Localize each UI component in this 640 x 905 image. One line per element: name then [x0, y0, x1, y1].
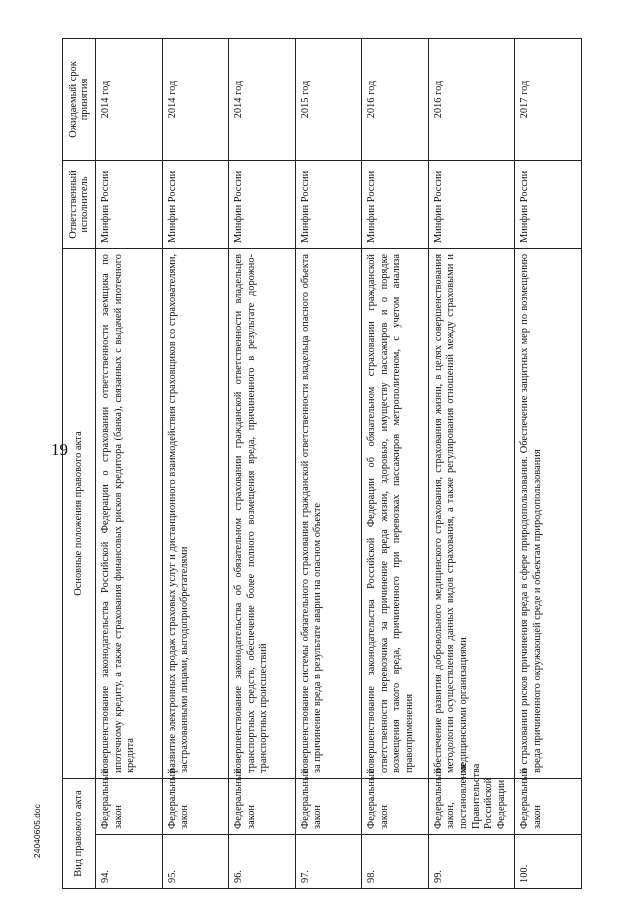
document-code: 24040605.doc	[32, 804, 42, 858]
act-kind: Федеральный закон	[362, 779, 429, 835]
act-executor: Минфин России	[96, 161, 163, 249]
header-term: Ожидаемый срок принятия	[63, 39, 96, 161]
table-row	[96, 39, 163, 889]
row-number: 99.	[428, 835, 515, 889]
act-kind: Федеральный закон	[295, 779, 362, 835]
row-number: 100.	[515, 835, 582, 889]
act-provisions: совершенствование законодательства Российской Федерации о страховании ответственности заемщика по ипотечному кредиту, а также страхования финансовых рисков кредитора (банка), связанных с выдачей ипотечного кредита	[96, 249, 163, 779]
table-row	[295, 39, 362, 889]
act-executor: Минфин России	[162, 161, 229, 249]
table-header-row	[63, 39, 96, 889]
table-row	[362, 39, 429, 889]
act-term: 2016 год	[362, 39, 429, 161]
act-executor: Минфин России	[362, 161, 429, 249]
act-provisions: совершенствование системы обязательного страхования гражданской ответственности владельца опасного объекта за причинение вреда в результате аварии на опасном объекте	[295, 249, 362, 779]
act-executor: Минфин России	[428, 161, 515, 249]
header-provisions: Основные положения правового акта	[63, 249, 96, 779]
page-number: 19	[51, 440, 68, 459]
act-term: 2017 год	[515, 39, 582, 161]
act-term: 2016 год	[428, 39, 515, 161]
row-number: 94.	[96, 835, 163, 889]
row-number: 97.	[295, 835, 362, 889]
act-provisions: развитие электронных продаж страховых услуг и дистанционного взаимодействия страховщиков со страхователями, застрахованными лицами, выгодоприобретателями	[162, 249, 229, 779]
legal-acts-table	[62, 38, 582, 889]
act-term: 2014 год	[162, 39, 229, 161]
act-kind: Федеральный закон	[162, 779, 229, 835]
header-executor: Ответственный исполнитель	[63, 161, 96, 249]
act-term: 2014 год	[96, 39, 163, 161]
act-kind: Федеральный закон	[96, 779, 163, 835]
act-provisions: о страховании рисков причинения вреда в сфере природопользования. Обеспечение защитных мер по возмещению вреда причиненного окружающей среде и объектам природопользования	[515, 249, 582, 779]
act-provisions: совершенствование законодательства Российской Федерации об обязательном страховании гражданской ответственности перевозчика за причинение вреда жизни, здоровью, имуществу пассажиров и о порядке возмещения такого вреда, причиненного при перевозках пассажиров метрополитеном, с учетом анализа правоприменения	[362, 249, 429, 779]
header-kind: Вид правового акта	[63, 779, 96, 889]
table-row	[515, 39, 582, 889]
act-kind: Федеральный закон	[229, 779, 296, 835]
act-provisions: совершенствование законодательства об обязательном страховании гражданской ответственности владельцев транспортных средств, обеспечение более полного возмещения вреда, причиненного в результате дорожно-транспортных происшествий	[229, 249, 296, 779]
table-row	[229, 39, 296, 889]
act-kind: Федеральный закон, постановление Правительства Российской Федерации	[428, 779, 515, 835]
act-term: 2014 год	[229, 39, 296, 161]
act-provisions: обеспечение развития добровольного медицинского страхования, страхования жизни, в целях совершенствования методологии осуществления данных видов страхования, а также регулирования отношений между страховыми и медицинскими организациями	[428, 249, 515, 779]
act-executor: Минфин России	[515, 161, 582, 249]
legal-acts-table-container	[62, 39, 582, 889]
act-executor: Минфин России	[295, 161, 362, 249]
table-row	[162, 39, 229, 889]
row-number: 95.	[162, 835, 229, 889]
row-number: 96.	[229, 835, 296, 889]
act-executor: Минфин России	[229, 161, 296, 249]
act-term: 2015 год	[295, 39, 362, 161]
row-number: 98.	[362, 835, 429, 889]
act-kind: Федеральный закон	[515, 779, 582, 835]
table-row	[428, 39, 515, 889]
